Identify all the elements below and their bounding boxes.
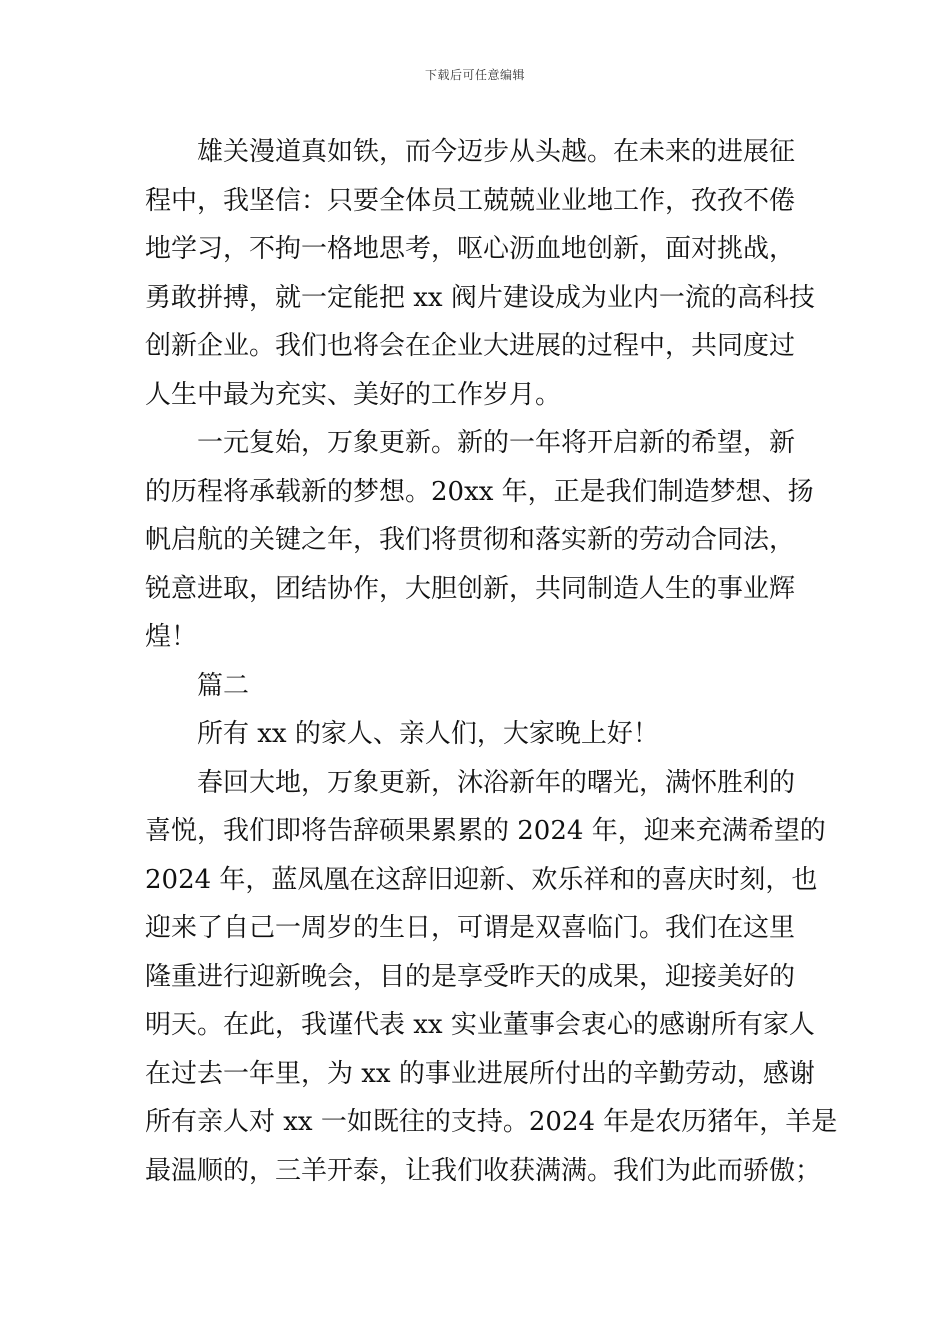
text-line: 2024 年，蓝凤凰在这辞旧迎新、欢乐祥和的喜庆时刻，也 <box>145 864 818 895</box>
text-line: 程中，我坚信：只要全体员工兢兢业业地工作，孜孜不倦 <box>145 185 796 216</box>
text-line: 所有 xx 的家人、亲人们，大家晚上好！ <box>197 719 659 749</box>
text-line: 所有亲人对 xx 一如既往的支持。2024 年是农历猪年，羊是 <box>145 1107 838 1137</box>
text-line: 雄关漫道真如铁，而今迈步从头越。在未来的进展征 <box>197 137 796 167</box>
text-line: 锐意进取，团结协作，大胆创新，共同制造人生的事业辉 <box>145 573 796 604</box>
text-line: 勇敢拼搏，就一定能把 xx 阀片建设成为业内一流的高科技 <box>145 282 815 313</box>
text-line: 帆启航的关键之年，我们将贯彻和落实新的劳动合同法， <box>145 525 796 555</box>
text-line: 地学习，不拘一格地思考，呕心沥血地创新，面对挑战， <box>145 234 796 264</box>
text-line: 在过去一年里，为 xx 的事业进展所付出的辛勤劳动，感谢 <box>145 1058 815 1089</box>
document-body <box>145 128 838 1195</box>
text-line: 喜悦，我们即将告辞硕果累累的 2024 年，迎来充满希望的 <box>145 816 826 846</box>
text-line: 最温顺的，三羊开泰，让我们收获满满。我们为此而骄傲； <box>145 1155 822 1186</box>
text-line: 人生中最为充实、美好的工作岁月。 <box>145 379 562 410</box>
text-line: 创新企业。我们也将会在企业大进展的过程中，共同度过 <box>145 331 796 361</box>
text-line: 明天。在此，我谨代表 xx 实业董事会衷心的感谢所有家人 <box>145 1010 815 1040</box>
text-line: 隆重进行迎新晚会，目的是享受昨天的成果，迎接美好的 <box>145 961 796 992</box>
page-header: 下载后可任意编辑 <box>424 68 525 82</box>
text-line: 的历程将承载新的梦想。20xx 年，正是我们制造梦想、扬 <box>145 476 814 507</box>
text-line: 一元复始，万象更新。新的一年将开启新的希望，新 <box>197 428 796 458</box>
text-line: 迎来了自己一周岁的生日，可谓是双喜临门。我们在这里 <box>145 913 796 943</box>
text-line: 煌！ <box>145 622 198 652</box>
section-heading: 篇二 <box>197 670 250 701</box>
text-line: 春回大地，万象更新，沐浴新年的曙光，满怀胜利的 <box>197 767 796 798</box>
